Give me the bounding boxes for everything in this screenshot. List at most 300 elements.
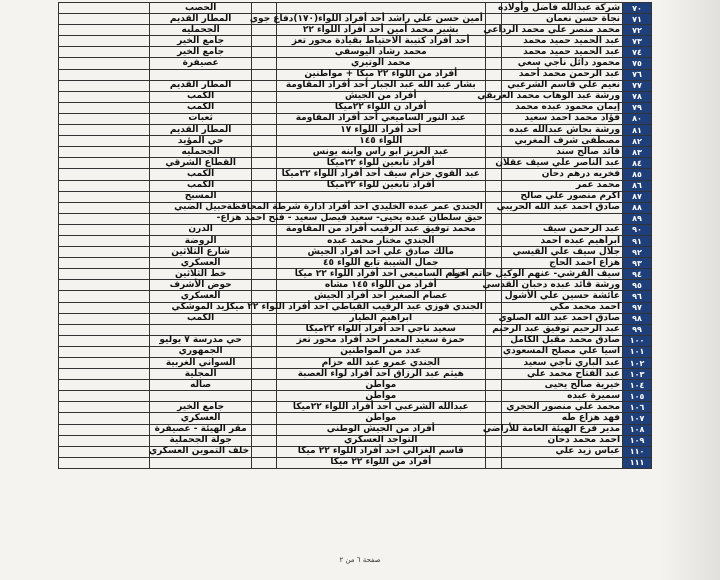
row-blank	[59, 14, 150, 25]
table-row	[59, 47, 652, 58]
row-name: اكرم منصور علي صالح	[501, 191, 622, 202]
row-number: ١٠٥	[623, 391, 652, 402]
row-number: ١٠٢	[623, 358, 652, 369]
row-blank	[59, 47, 150, 58]
row-address: العسكري	[150, 291, 252, 302]
row-note	[276, 191, 485, 202]
row-blank	[252, 58, 277, 69]
row-address: الجحمليه	[150, 25, 252, 36]
row-blank	[485, 457, 501, 468]
row-note: الجندي مختار محمد عبده	[276, 235, 485, 246]
table-row	[59, 36, 652, 47]
row-name: قائد صالح سند	[501, 147, 622, 158]
row-number: ٩١	[623, 235, 652, 246]
table-row	[59, 235, 652, 246]
row-address: خلف التموين العسكري	[150, 446, 252, 457]
row-blank	[59, 113, 150, 124]
row-blank	[485, 47, 501, 58]
row-blank	[59, 136, 150, 147]
row-number: ٧٩	[623, 102, 652, 113]
row-blank	[59, 413, 150, 424]
table-row	[59, 269, 652, 280]
row-note: أفراد تابعين للواء ٢٢ميكا	[276, 158, 485, 169]
row-address: الجحمليه	[150, 147, 252, 158]
row-address: الكمب	[150, 313, 252, 324]
row-blank	[59, 147, 150, 158]
table-row	[59, 302, 652, 313]
row-number: ١٠٠	[623, 335, 652, 346]
row-note	[276, 3, 485, 14]
row-number: ٩٠	[623, 224, 652, 235]
row-blank	[485, 413, 501, 424]
table-row	[59, 247, 652, 258]
row-blank	[252, 369, 277, 380]
row-number: ٨٠	[623, 113, 652, 124]
row-note: محمد رشاد اليوسفي	[276, 47, 485, 58]
table-row	[59, 402, 652, 413]
row-name: عبد الرحيم توفيق عبد الرحيم	[501, 324, 622, 335]
row-name: نجاة حسن نعمان	[501, 14, 622, 25]
row-name	[501, 457, 622, 468]
row-blank	[59, 3, 150, 14]
table-row	[59, 335, 652, 346]
table-row	[59, 380, 652, 391]
row-blank	[252, 3, 277, 14]
row-name: اسيا علي مصلح المسعودي	[501, 346, 622, 357]
row-name: نعيم علي قاسم الشرعبي	[501, 80, 622, 91]
row-blank	[252, 113, 277, 124]
table-row	[59, 313, 652, 324]
row-note: أفراد من اللواء ٢٢ ميكا + مواطنين	[276, 69, 485, 80]
row-blank	[252, 335, 277, 346]
table-row	[59, 391, 652, 402]
table-row	[59, 280, 652, 291]
row-address	[150, 457, 252, 468]
row-name: ورشة عبد الوهاب محمد العريقي	[501, 91, 622, 102]
row-blank	[252, 136, 277, 147]
row-address: الكمب	[150, 180, 252, 191]
table-row	[59, 446, 652, 457]
row-blank	[485, 224, 501, 235]
row-note: محمد الوتيري	[276, 58, 485, 69]
row-number: ٧٠	[623, 3, 652, 14]
table-row	[59, 457, 652, 468]
row-blank	[59, 158, 150, 169]
row-number: ١٠٧	[623, 413, 652, 424]
row-blank	[252, 247, 277, 258]
table-row	[59, 369, 652, 380]
table-row	[59, 258, 652, 269]
row-blank	[485, 435, 501, 446]
row-blank	[485, 380, 501, 391]
row-address: المسبح	[150, 191, 252, 202]
roster-body	[59, 3, 652, 469]
row-note: مواطن	[276, 391, 485, 402]
row-blank	[252, 269, 277, 280]
row-blank	[252, 235, 277, 246]
table-row	[59, 136, 652, 147]
row-number: ٧٤	[623, 47, 652, 58]
table-row	[59, 58, 652, 69]
row-name	[501, 213, 622, 224]
row-number: ١٠٦	[623, 402, 652, 413]
row-note: أفراد من اللواء ١٤٥ مشاه	[276, 280, 485, 291]
row-blank	[252, 424, 277, 435]
row-address	[150, 391, 252, 402]
row-name: شركة عبدالله فاضل وأولاده	[501, 3, 622, 14]
row-number: ٩٢	[623, 247, 652, 258]
row-number: ٩٣	[623, 258, 652, 269]
row-number: ٨١	[623, 125, 652, 136]
row-address: مقر الهيئة - عصيفرة	[150, 424, 252, 435]
row-number: ٨٩	[623, 213, 652, 224]
row-note: الجندي عمرو عبد الله حزام	[276, 358, 485, 369]
row-note: اللواء ١٤٥	[276, 136, 485, 147]
row-name: عبد الناصر علي سيف عقلان	[501, 158, 622, 169]
row-note: عزام الساميعي احد أفراد اللواء ٢٢ ميكا	[276, 269, 485, 280]
row-blank	[59, 335, 150, 346]
row-blank	[485, 235, 501, 246]
row-note: عدد من المواطنين	[276, 346, 485, 357]
row-blank	[252, 147, 277, 158]
row-blank	[59, 102, 150, 113]
row-note: بشار عبد الله عبد الجبار أحد أفراد المقاومة	[276, 80, 485, 91]
row-note: قاسم الغزالي احد أفراد اللواء ٢٢ ميكا	[276, 446, 485, 457]
row-name: صادق محمد مقبل الكامل	[501, 335, 622, 346]
row-blank	[252, 413, 277, 424]
row-address: العسكري	[150, 258, 252, 269]
row-address: المطار القديم	[150, 125, 252, 136]
row-blank	[485, 180, 501, 191]
row-blank	[59, 291, 150, 302]
table-row	[59, 358, 652, 369]
row-blank	[59, 269, 150, 280]
row-blank	[59, 435, 150, 446]
row-number: ٧٢	[623, 25, 652, 36]
row-note: أمين حسن علي راشد أحد أفراد اللواء(١٧٠)دفاع جوي	[276, 14, 485, 25]
row-note: أفراد من اللواء ٢٢ ميكا	[276, 457, 485, 468]
row-name: محمد علي منصور الحجري	[501, 402, 622, 413]
row-blank	[59, 235, 150, 246]
row-note: حمزة سعيد المعمر احد أفراد محور تعز	[276, 335, 485, 346]
row-blank	[59, 25, 150, 36]
table-row	[59, 158, 652, 169]
table-row	[59, 125, 652, 136]
row-blank	[252, 346, 277, 357]
row-name: عبد الحميد حميد محمد	[501, 47, 622, 58]
row-blank	[59, 369, 150, 380]
row-blank	[59, 280, 150, 291]
row-name: مدير فرع الهيئة العامة للأراضي	[501, 424, 622, 435]
row-blank	[59, 446, 150, 457]
row-name: فؤاد محمد احمد سعيد	[501, 113, 622, 124]
row-blank	[59, 202, 150, 213]
row-blank	[59, 247, 150, 258]
row-blank	[252, 191, 277, 202]
row-note: الجندي عمر عبده الخليدي احد أفراد ادارة شرطة المحافظة	[276, 202, 485, 213]
table-row	[59, 413, 652, 424]
row-blank	[252, 435, 277, 446]
row-note: أحد أفراد كتيبة الاحتياط بقيادة محور تعز	[276, 36, 485, 47]
row-address	[150, 324, 252, 335]
row-blank	[485, 346, 501, 357]
row-number: ٧١	[623, 14, 652, 25]
row-blank	[59, 380, 150, 391]
table-row	[59, 102, 652, 113]
row-name: جلال سيف علي القيسي	[501, 247, 622, 258]
table-row	[59, 91, 652, 102]
row-address: العسكري	[150, 413, 252, 424]
row-note: أفراد من الجيش الوطني	[276, 424, 485, 435]
row-blank	[59, 258, 150, 269]
table-row	[59, 346, 652, 357]
row-number: ٧٧	[623, 80, 652, 91]
row-blank	[252, 313, 277, 324]
table-row	[59, 3, 652, 14]
row-blank	[252, 280, 277, 291]
row-number: ١٠٩	[623, 435, 652, 446]
row-blank	[59, 324, 150, 335]
row-number: ٧٥	[623, 58, 652, 69]
row-blank	[59, 58, 150, 69]
row-number: ٨٣	[623, 147, 652, 158]
table-row	[59, 169, 652, 180]
row-name: مصطفى شرف المغربي	[501, 136, 622, 147]
row-number: ٩٨	[623, 313, 652, 324]
row-blank	[485, 191, 501, 202]
row-blank	[485, 102, 501, 113]
row-note: جمال الشيبة تابع اللواء ٤٥	[276, 258, 485, 269]
row-address: القطاع الشرقي	[150, 158, 252, 169]
row-note: أفراد تابعين للواء ٢٢ميكا	[276, 180, 485, 191]
row-address: خط الثلاثين	[150, 269, 252, 280]
row-note: عبد القوي حزام سيف أحد أفراد اللواء ٢٢ميكا	[276, 169, 485, 180]
row-blank	[252, 158, 277, 169]
row-name: محمد عمر	[501, 180, 622, 191]
row-address: شارع الثلاثين	[150, 247, 252, 258]
row-number: ١١١	[623, 457, 652, 468]
row-blank	[485, 258, 501, 269]
row-blank	[485, 446, 501, 457]
row-blank	[252, 224, 277, 235]
table-row	[59, 191, 652, 202]
row-number: ٨٦	[623, 180, 652, 191]
row-blank	[485, 58, 501, 69]
row-address: جولة الجحملية	[150, 435, 252, 446]
table-row	[59, 113, 652, 124]
row-blank	[59, 191, 150, 202]
row-name: هزاع احمد الحاج	[501, 258, 622, 269]
row-blank	[59, 213, 150, 224]
row-note: عبد النور الساميعي أحد أفراد المقاومة	[276, 113, 485, 124]
table-row	[59, 80, 652, 91]
row-address: جامع الخير	[150, 47, 252, 58]
row-address: زيد الموشكي	[150, 302, 252, 313]
row-blank	[485, 147, 501, 158]
row-name: سيف القرشي- عنهم الوكيل حاتم احمد	[501, 269, 622, 280]
page-footer: صفحة ٦ من ٢	[339, 556, 381, 564]
row-number: ٨٢	[623, 136, 652, 147]
row-address: حي مدرسة ٧ يوليو	[150, 335, 252, 346]
row-number: ٧٨	[623, 91, 652, 102]
row-address: المطار القديم	[150, 80, 252, 91]
table-row	[59, 69, 652, 80]
row-address: الكمب	[150, 102, 252, 113]
row-name: ورشة قائد عبده دحبان القدسي	[501, 280, 622, 291]
row-number: ٩٥	[623, 280, 652, 291]
row-blank	[59, 69, 150, 80]
row-number: ٩٦	[623, 291, 652, 302]
row-blank	[59, 180, 150, 191]
row-blank	[252, 358, 277, 369]
row-number: ١٠٤	[623, 380, 652, 391]
row-blank	[485, 358, 501, 369]
table-row	[59, 435, 652, 446]
row-blank	[485, 136, 501, 147]
row-blank	[252, 102, 277, 113]
row-address: عصيفرة	[150, 58, 252, 69]
row-blank	[485, 291, 501, 302]
row-note: مالك صادق علي احد أفراد الجيش	[276, 247, 485, 258]
row-note: عبدالله الشرعبي احد أفراد اللواء ٢٢ميكا	[276, 402, 485, 413]
row-name: محمد منصر علي محمد الرداعي	[501, 25, 622, 36]
row-blank	[485, 36, 501, 47]
table-row	[59, 147, 652, 158]
row-address	[150, 69, 252, 80]
row-blank	[252, 80, 277, 91]
row-address: السواني الغربية	[150, 358, 252, 369]
row-blank	[59, 313, 150, 324]
row-blank	[252, 180, 277, 191]
row-address: ثعبات	[150, 113, 252, 124]
row-address: حبيل الضبي	[150, 202, 252, 213]
row-blank	[252, 25, 277, 36]
row-blank	[252, 391, 277, 402]
row-note: هيثم عبد الرزاق احد أفراد لواء العصبة	[276, 369, 485, 380]
roster-table	[58, 2, 652, 469]
row-blank	[252, 125, 277, 136]
row-blank	[59, 36, 150, 47]
row-address: صاله	[150, 380, 252, 391]
row-blank	[252, 402, 277, 413]
row-blank	[485, 69, 501, 80]
page-shadow	[660, 0, 720, 580]
row-number: ٩٧	[623, 302, 652, 313]
row-blank	[59, 358, 150, 369]
row-blank	[485, 369, 501, 380]
row-blank	[252, 91, 277, 102]
row-blank	[485, 402, 501, 413]
row-blank	[485, 80, 501, 91]
row-blank	[485, 14, 501, 25]
row-address: الكمب	[150, 169, 252, 180]
row-address: جامع الخير	[150, 36, 252, 47]
row-name: عباس زيد علي	[501, 446, 622, 457]
row-name: احمد محمد مكي	[501, 302, 622, 313]
row-address: المجلية	[150, 369, 252, 380]
row-blank	[252, 380, 277, 391]
row-name: خيرية صالح يحيى	[501, 380, 622, 391]
row-address: الكمب	[150, 91, 252, 102]
table-row	[59, 324, 652, 335]
row-blank	[485, 213, 501, 224]
row-address: المطار القديم	[150, 14, 252, 25]
row-name: إيمان محمود عبده محمد	[501, 102, 622, 113]
table-row	[59, 424, 652, 435]
row-name: احمد محمد دحان	[501, 435, 622, 446]
row-blank	[252, 36, 277, 47]
row-blank	[59, 302, 150, 313]
row-address: الروضة	[150, 235, 252, 246]
row-note: مواطن	[276, 380, 485, 391]
row-note: حيق سلطان عبده يحيى- سعيد فيصل سعيد - فتح احمد هزاع-	[276, 213, 485, 224]
row-note: عبد العزيز ابو راس وابنه يونس	[276, 147, 485, 158]
table-row	[59, 14, 652, 25]
row-name: عائشة حسين علي الأشول	[501, 291, 622, 302]
row-blank	[252, 69, 277, 80]
row-address: الدرن	[150, 224, 252, 235]
row-blank	[485, 302, 501, 313]
row-blank	[252, 47, 277, 58]
row-address: الحصب	[150, 3, 252, 14]
row-name: عبد الباري ناجي سعيد	[501, 358, 622, 369]
row-number: ٩٤	[623, 269, 652, 280]
row-note: أفراد من الجيش	[276, 91, 485, 102]
row-note: بشير محمد أمين أحد أفراد اللواء ٢٢	[276, 25, 485, 36]
row-address: حوض الأشرف	[150, 280, 252, 291]
table-row	[59, 180, 652, 191]
table-row	[59, 291, 652, 302]
row-name: صادق احمد عبد الله الصلوي	[501, 313, 622, 324]
row-blank	[485, 247, 501, 258]
row-number: ٨٧	[623, 191, 652, 202]
row-note: ابراهيم الطيار	[276, 313, 485, 324]
row-blank	[252, 291, 277, 302]
row-blank	[252, 446, 277, 457]
row-blank	[485, 113, 501, 124]
row-number: ٧٦	[623, 69, 652, 80]
row-number: ٧٣	[623, 36, 652, 47]
row-blank	[59, 346, 150, 357]
row-blank	[252, 169, 277, 180]
row-note: أفراد ن اللواء ٢٢ميكا	[276, 102, 485, 113]
row-blank	[485, 169, 501, 180]
row-blank	[59, 424, 150, 435]
row-name: عبد الفتاح محمد علي	[501, 369, 622, 380]
row-number: ٩٩	[623, 324, 652, 335]
row-name: عبد الرحمن محمد أحمد	[501, 69, 622, 80]
row-blank	[59, 169, 150, 180]
row-blank	[252, 324, 277, 335]
row-note: محمد توفيق عبد الرقيب أفراد من المقاومة	[276, 224, 485, 235]
row-blank	[59, 391, 150, 402]
table-row	[59, 25, 652, 36]
row-name: عبد الرحمن سيف	[501, 224, 622, 235]
row-name: ورشة بجاش عبدالله عبده	[501, 125, 622, 136]
row-name: سميرة عبده	[501, 391, 622, 402]
row-name: فخريه درهم دحان	[501, 169, 622, 180]
row-blank	[59, 224, 150, 235]
row-name: عبد الحميد حميد محمد	[501, 36, 622, 47]
row-blank	[59, 80, 150, 91]
table-row	[59, 213, 652, 224]
row-address: جامع الخير	[150, 402, 252, 413]
row-name: محمود دائل ناجي سعي	[501, 58, 622, 69]
row-number: ٨٨	[623, 202, 652, 213]
row-blank	[59, 125, 150, 136]
row-note: التواجد العسكري	[276, 435, 485, 446]
row-name: ابراهيم عبده احمد	[501, 235, 622, 246]
